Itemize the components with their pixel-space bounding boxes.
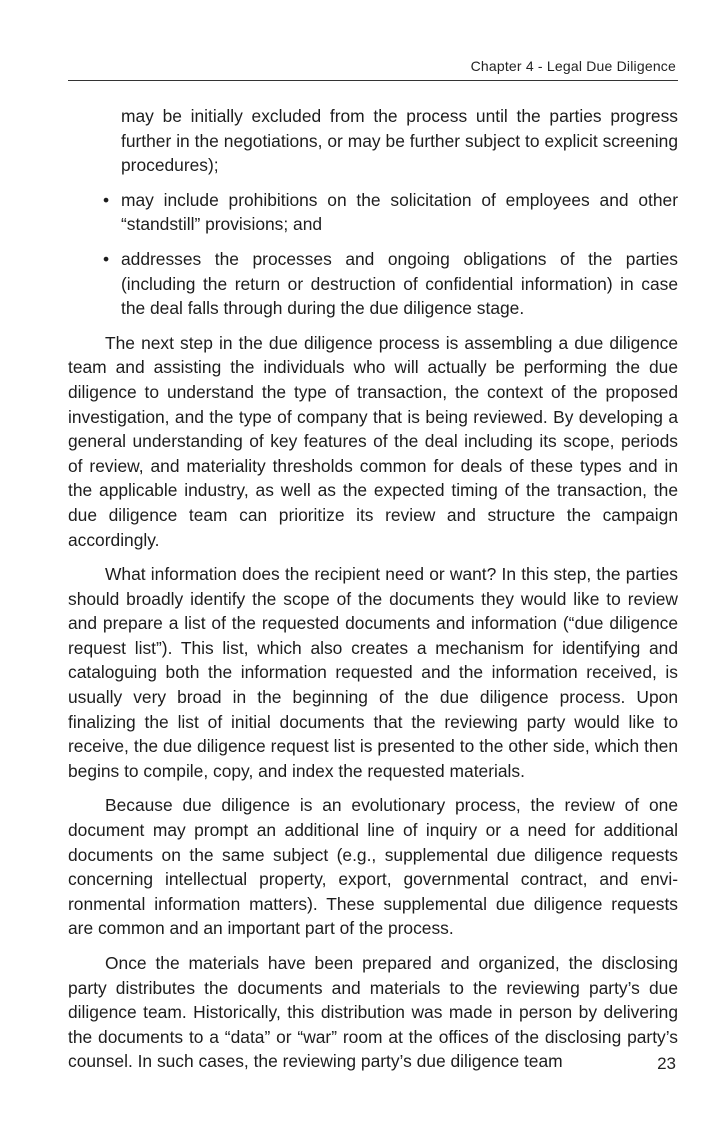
paragraph: The next step in the due diligence process is assembling a due diligence team and assisting the individuals who will actually be performing the due diligence to understand the type of transaction, the context of the proposed investigation, and the type of company that is being reviewed. By developing a general understanding of key features of the deal including its scope, periods of review, and materiality thresholds common for deals of these types and in the applicable industry, as well as the expected timing of the transaction, the due diligence team can prioritize its review and structure the campaign accordingly. xyxy=(68,332,678,550)
paragraph: Once the materials have been prepared and organized, the disclosing party distributes the documents and materials to the reviewing party’s due diligence team. Historically, this distribution was made in person by delivering the documents to a “data” or “war” room at the offices of the disclosing party’s counsel. In such cases, the reviewing party’s due diligence team xyxy=(68,953,678,1072)
running-head: Chapter 4 - Legal Due Diligence xyxy=(470,58,676,74)
bullet-text: addresses the processes and ongoing obligations of the parties (including the return or destruction of confidential information) in case the deal falls through during the due diligence stage. xyxy=(121,248,678,319)
header-rule xyxy=(68,80,678,81)
bullet-text: may include prohibitions on the solicitation of employees and other “standstill” provisions; and xyxy=(121,189,678,235)
bullet-item xyxy=(103,188,678,237)
page-body xyxy=(68,104,678,1074)
bullet-item xyxy=(103,247,678,321)
paragraph: Because due diligence is an evolutionary process, the review of one document may prompt an additional line of inquiry or a need for additional documents on the same subject (e.g., supplemental due diligence requests concerning intellectual property, export, governmental contract, and environmental information matters). These supplemental due diligence requests are common and an important part of the process. xyxy=(68,795,678,939)
paragraph: What information does the recipient need or want? In this step, the parties should broadly identify the scope of the documents they would like to review and prepare a list of the requested documents and information (“due diligence request list”). This list, which also creates a mechanism for identifying and cataloguing both the information requested and the information received, is usually very broad in the beginning of the due diligence process. Upon finalizing the list of initial documents that the reviewing party would like to receive, the due diligence request list is presented to the other side, which then begins to compile, copy, and index the requested materials. xyxy=(68,564,678,781)
bullet-icon: • xyxy=(103,189,110,210)
bullet-icon: • xyxy=(103,248,110,269)
list-item-continuation: may be initially excluded from the process until the parties progress further in the negotiations, or may be further subject to explicit screening procedures); xyxy=(121,106,678,176)
page-number: 23 xyxy=(657,1054,676,1073)
